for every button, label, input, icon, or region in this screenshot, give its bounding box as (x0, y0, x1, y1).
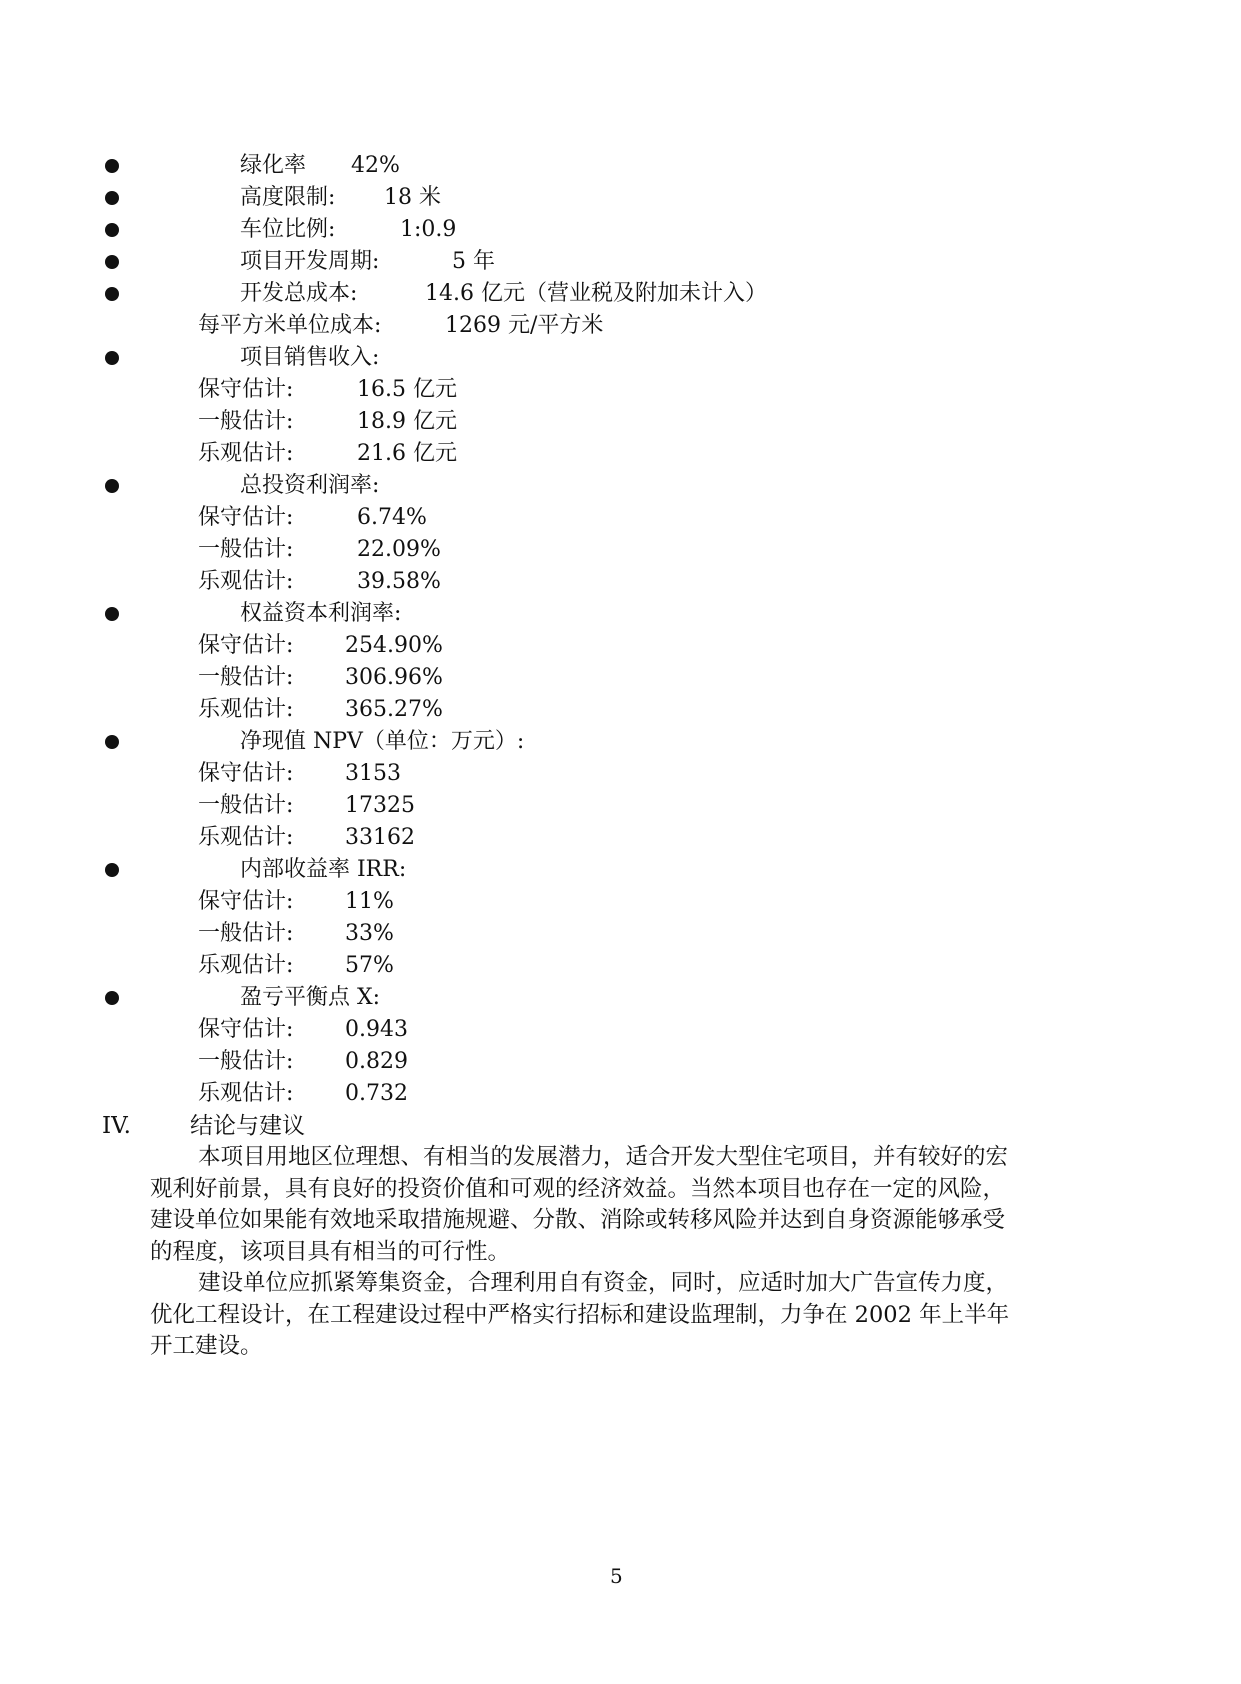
estimate-label: 一般估计: (198, 537, 294, 562)
item-value: 42% (351, 153, 400, 178)
item-label: 项目开发周期: (240, 249, 380, 274)
estimate-value: 22.09% (357, 537, 441, 562)
paragraph-line: 的程度，该项目具有相当的可行性。 (150, 1238, 511, 1265)
item-value: 14.6 亿元（营业税及附加未计入） (425, 281, 767, 306)
item-label: 车位比例: (240, 217, 336, 242)
section-number: IV. (102, 1113, 131, 1139)
item-value: 18 米 (384, 185, 441, 210)
estimate-label: 保守估计: (198, 377, 294, 402)
estimate-value: 254.90% (345, 633, 443, 658)
item-label: 高度限制: (240, 185, 336, 210)
bullet-dot (105, 159, 119, 173)
paragraph-line: 本项目用地区位理想、有相当的发展潜力，适合开发大型住宅项目，并有较好的宏 (198, 1144, 1009, 1170)
estimate-value: 0.943 (345, 1017, 408, 1042)
item-value: 5 年 (452, 249, 495, 274)
bullet-dot (105, 863, 119, 877)
paragraph-line: 开工建设。 (150, 1333, 263, 1359)
estimate-label: 保守估计: (198, 761, 294, 786)
recommendation-paragraph (150, 1268, 1085, 1363)
item-label: 开发总成本: (240, 281, 358, 306)
paragraph-line: 优化工程设计，在工程建设过程中严格实行招标和建设监理制，力争在 2002 年上半年 (150, 1301, 1010, 1328)
metric-title: 项目销售收入: (240, 345, 380, 370)
estimate-label: 乐观估计: (198, 953, 294, 978)
estimate-label: 一般估计: (198, 921, 294, 946)
estimate-label: 乐观估计: (198, 825, 294, 850)
bullet-dot (105, 735, 119, 749)
estimate-value: 0.829 (345, 1049, 408, 1074)
conclusion-paragraph (150, 1142, 1085, 1268)
estimate-label: 乐观估计: (198, 569, 294, 594)
section-title: 结论与建议 (190, 1113, 305, 1139)
bullet-dot (105, 479, 119, 493)
estimate-label: 一般估计: (198, 409, 294, 434)
estimate-value: 16.5 亿元 (357, 377, 457, 402)
estimate-label: 保守估计: (198, 505, 294, 530)
estimate-label: 保守估计: (198, 633, 294, 658)
estimate-label: 乐观估计: (198, 697, 294, 722)
unit-cost-label: 每平方米单位成本: (198, 313, 382, 338)
estimate-value: 39.58% (357, 569, 441, 594)
estimate-label: 一般估计: (198, 665, 294, 690)
metric-title: 总投资利润率: (240, 473, 380, 498)
estimate-value: 3153 (345, 761, 401, 786)
metric-title: 净现值 NPV（单位：万元）: (240, 729, 525, 754)
bullet-dot (105, 351, 119, 365)
bullet-dot (105, 991, 119, 1005)
item-value: 1:0.9 (400, 217, 457, 242)
item-label: 绿化率 (240, 153, 307, 178)
estimate-value: 33% (345, 921, 394, 946)
metric-title: 盈亏平衡点 X: (240, 985, 381, 1010)
estimate-value: 306.96% (345, 665, 443, 690)
paragraph-line: 观利好前景，具有良好的投资价值和可观的经济效益。当然本项目也存在一定的风险， (150, 1175, 1006, 1202)
estimate-label: 一般估计: (198, 1049, 294, 1074)
paragraph-line: 建设单位应抓紧筹集资金，合理利用自有资金，同时，应适时加大广告宣传力度， (198, 1270, 1009, 1296)
estimate-label: 保守估计: (198, 1017, 294, 1042)
estimate-value: 365.27% (345, 697, 443, 722)
estimate-value: 21.6 亿元 (357, 441, 457, 466)
bullet-dot (105, 191, 119, 205)
estimate-label: 保守估计: (198, 889, 294, 914)
estimate-value: 0.732 (345, 1081, 408, 1106)
estimate-value: 33162 (345, 825, 415, 850)
page-number: 5 (610, 1564, 623, 1588)
estimate-value: 17325 (345, 793, 415, 818)
paragraph-line: 建设单位如果能有效地采取措施规避、分散、消除或转移风险并达到自身资源能够承受 (150, 1207, 1006, 1233)
estimate-value: 11% (345, 889, 394, 914)
bullet-dot (105, 607, 119, 621)
estimate-value: 6.74% (357, 505, 427, 530)
bullet-dot (105, 287, 119, 301)
estimate-value: 57% (345, 953, 394, 978)
estimate-label: 乐观估计: (198, 441, 294, 466)
bullet-dot (105, 223, 119, 237)
metric-title: 权益资本利润率: (240, 601, 402, 626)
metric-title: 内部收益率 IRR: (240, 857, 407, 882)
bullet-dot (105, 255, 119, 269)
unit-cost-value: 1269 元/平方米 (445, 313, 604, 338)
estimate-label: 乐观估计: (198, 1081, 294, 1106)
estimate-label: 一般估计: (198, 793, 294, 818)
estimate-value: 18.9 亿元 (357, 409, 457, 434)
